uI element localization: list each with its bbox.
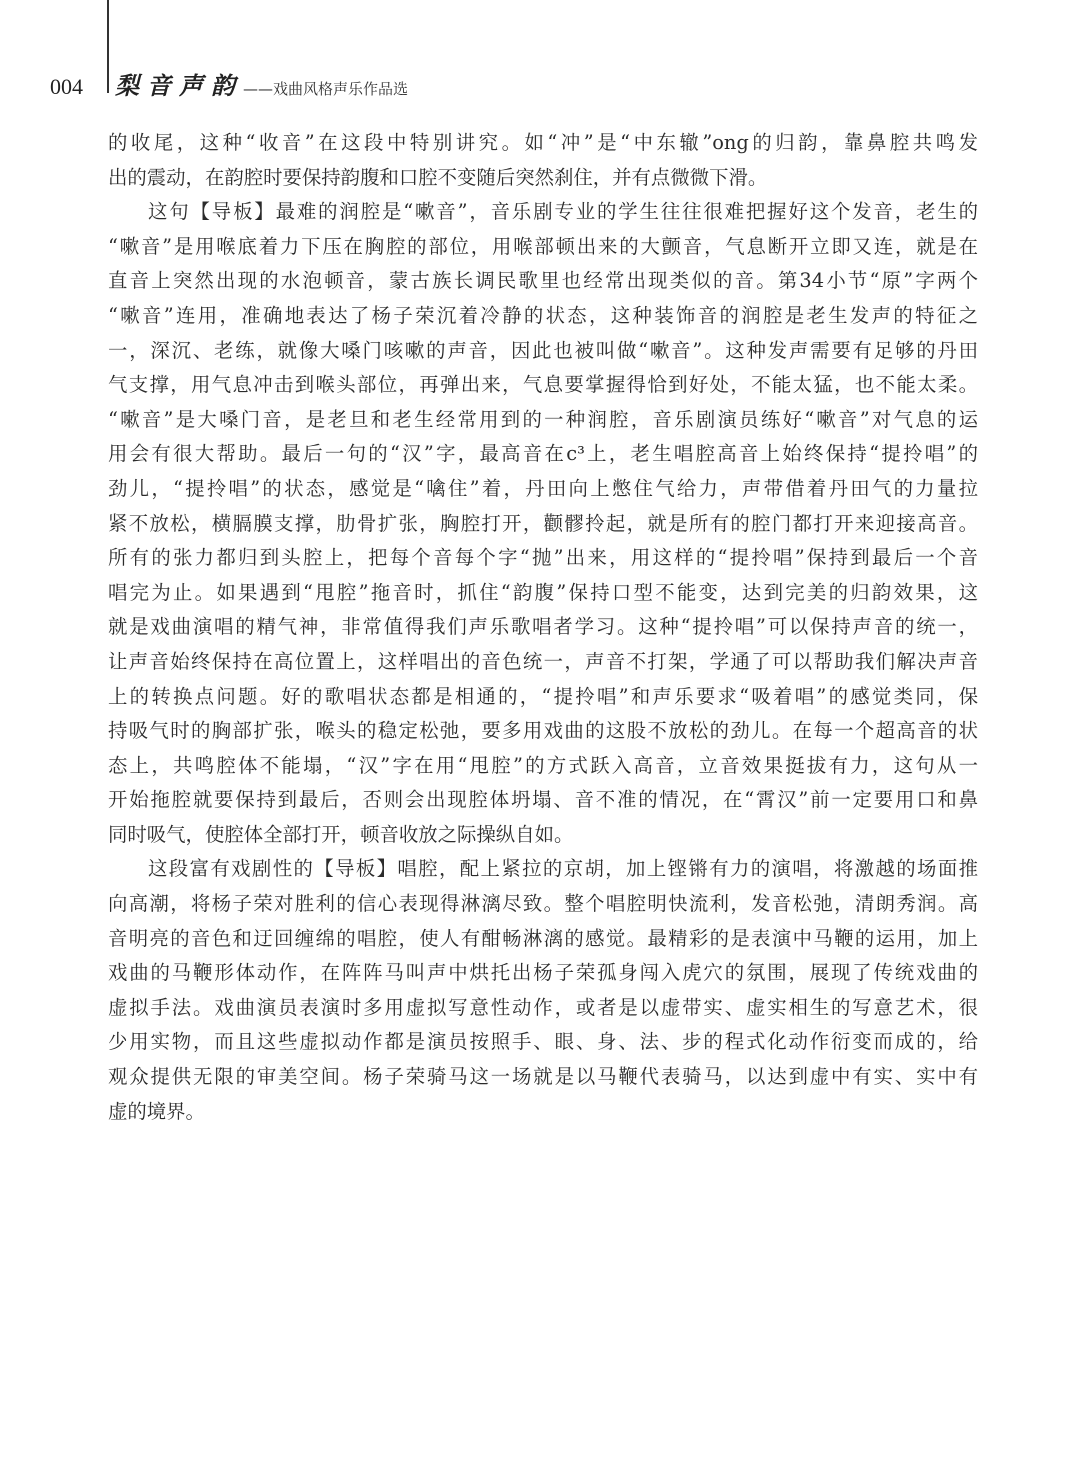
text-line: 同时吸气，使腔体全部打开，顿音收放之际操纵自如。 xyxy=(108,822,574,846)
text-line: 的收尾，这种“收音”在这段中特别讲究。如“冲”是“中东辙”ong的归韵，靠鼻腔共鸣发 xyxy=(108,131,978,154)
text-line: 观众提供无限的审美空间。杨子荣骑马这一场就是以马鞭代表骑马，以达到虚中有实、实中有 xyxy=(108,1065,978,1089)
text-line: 虚拟手法。戏曲演员表演时多用虚拟写意性动作，或者是以虚带实、虚实相生的写意艺术，很 xyxy=(108,995,978,1019)
paragraph xyxy=(108,852,978,1129)
text-line: 劲儿，“提拎唱”的状态，感觉是“噙住”着，丹田向上憋住气给力，声带借着丹田气的力量拉 xyxy=(108,476,978,500)
text-line: 少用实物，而且这些虚拟动作都是演员按照手、眼、身、法、步的程式化动作衍变而成的，给 xyxy=(108,1030,978,1054)
paragraph xyxy=(108,195,978,852)
text-line: 上的转换点问题。好的歌唱状态都是相通的，“提拎唱”和声乐要求“吸着唱”的感觉类同，保 xyxy=(108,684,978,708)
body-text xyxy=(108,126,978,1129)
running-header xyxy=(50,66,408,106)
text-line: 出的震动，在韵腔时要保持韵腹和口腔不变随后突然刹住，并有点微微下滑。 xyxy=(108,165,768,189)
text-line: 向高潮，将杨子荣对胜利的信心表现得淋漓尽致。整个唱腔明快流利，发音松弛，清朗秀润。高 xyxy=(108,892,978,916)
book-subtitle: ——戏曲风格声乐作品选 xyxy=(243,80,409,98)
text-line: 持吸气时的胸部扩张，喉头的稳定松弛，要多用戏曲的这股不放松的劲儿。在每一个超高音的状 xyxy=(108,719,978,743)
paragraph xyxy=(108,126,978,195)
text-line: 虚的境界。 xyxy=(108,1099,205,1123)
page-number: 004 xyxy=(50,74,83,99)
text-line: 态上，共鸣腔体不能塌，“汉”字在用“甩腔”的方式跃入高音，立音效果挺拔有力，这句从一 xyxy=(108,753,978,777)
text-line: “嗽音”是大嗓门音，是老旦和老生经常用到的一种润腔，音乐剧演员练好“嗽音”对气息的运 xyxy=(108,407,978,431)
text-line: 开始拖腔就要保持到最后，否则会出现腔体坍塌、音不准的情况，在“霄汉”前一定要用口和鼻 xyxy=(108,788,978,812)
text-line: 让声音始终保持在高位置上，这样唱出的音色统一，声音不打架，学通了可以帮助我们解决声音 xyxy=(108,649,978,673)
text-line: 一，深沉、老练，就像大嗓门咳嗽的声音，因此也被叫做“嗽音”。这种发声需要有足够的丹田 xyxy=(108,338,978,362)
text-line: 这段富有戏剧性的【导板】唱腔，配上紧拉的京胡，加上铿锵有力的演唱，将激越的场面推 xyxy=(148,857,978,881)
text-line: 音明亮的音色和迂回缠绵的唱腔，使人有酣畅淋漓的感觉。最精彩的是表演中马鞭的运用，加上 xyxy=(108,926,978,950)
text-line: 就是戏曲演唱的精气神，非常值得我们声乐歌唱者学习。这种“提拎唱”可以保持声音的统一， xyxy=(108,615,978,639)
text-line: 紧不放松，横膈膜支撑，肋骨扩张，胸腔打开，颧髎拎起，就是所有的腔门都打开来迎接高音。 xyxy=(108,511,978,535)
text-line: “嗽音”是用喉底着力下压在胸腔的部位，用喉部顿出来的大颤音，气息断开立即又连，就是在 xyxy=(108,234,978,258)
text-line: 唱完为止。如果遇到“甩腔”拖音时，抓住“韵腹”保持口型不能变，达到完美的归韵效果，这 xyxy=(108,580,978,604)
text-line: “嗽音”连用，准确地表达了杨子荣沉着冷静的状态，这种装饰音的润腔是老生发声的特征之 xyxy=(108,303,978,327)
text-line: 直音上突然出现的水泡顿音，蒙古族长调民歌里也经常出现类似的音。第34小节“原”字两个 xyxy=(108,269,978,293)
text-line: 用会有很大帮助。最后一句的“汉”字，最高音在c³上，老生唱腔高音上始终保持“提拎唱”的 xyxy=(108,442,978,466)
text-line: 戏曲的马鞭形体动作，在阵阵马叫声中烘托出杨子荣孤身闯入虎穴的氛围，展现了传统戏曲的 xyxy=(108,961,978,985)
text-line: 这句【导板】最难的润腔是“嗽音”，音乐剧专业的学生往往很难把握好这个发音，老生的 xyxy=(148,200,978,224)
text-line: 气支撑，用气息冲击到喉头部位，再弹出来，气息要掌握得恰到好处，不能太猛，也不能太柔。 xyxy=(108,373,978,397)
text-line: 所有的张力都归到头腔上，把每个音每个字“抛”出来，用这样的“提拎唱”保持到最后一个音 xyxy=(108,546,978,570)
book-title: 梨音声韵 xyxy=(115,71,243,100)
